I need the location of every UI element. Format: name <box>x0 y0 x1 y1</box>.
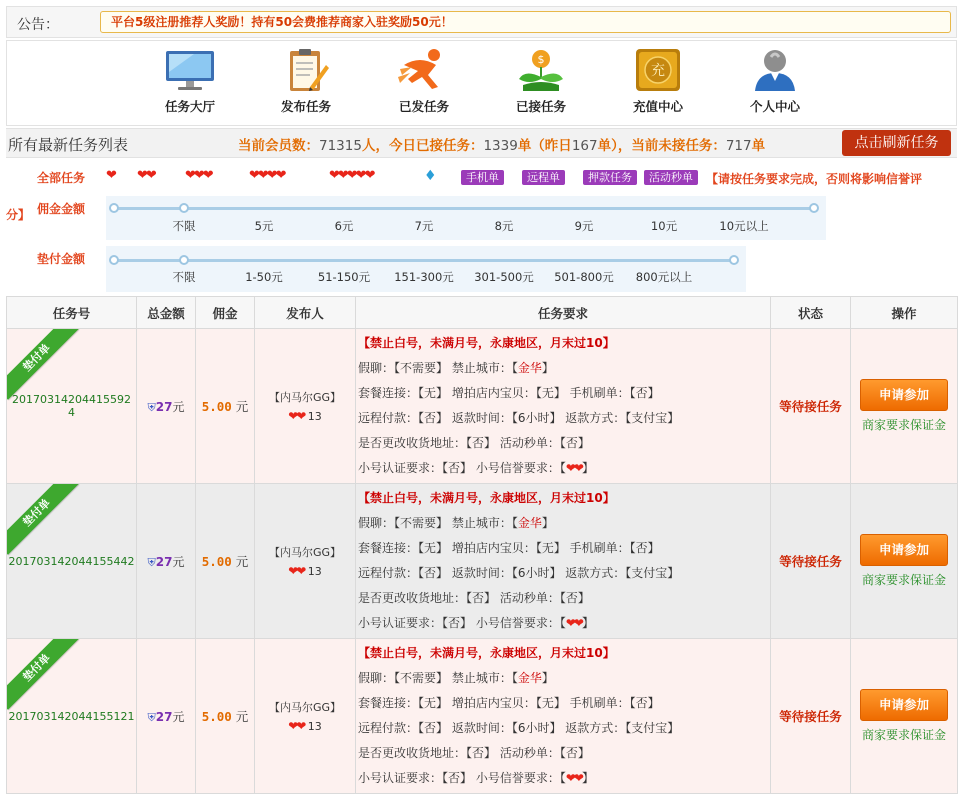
accepted-count: 1339 <box>483 138 518 154</box>
monitor-icon <box>164 47 216 93</box>
col-commission: 佣金 <box>196 297 255 329</box>
commission-cell: 5.00 元 <box>196 329 255 484</box>
advance-slider-knob[interactable] <box>179 255 189 265</box>
req-line: 套餐连接：【无】 增拍店内宝贝：【无】 手机刷单：【否】 <box>358 696 660 710</box>
nav-label: 充值中心 <box>632 99 683 114</box>
status-text: 等待接任务 <box>779 399 842 414</box>
task-type-filter <box>6 168 957 190</box>
heart-rating-icon: ❤❤ <box>288 719 305 733</box>
task-number[interactable]: 201703142044155121 <box>8 709 135 723</box>
action-cell <box>851 484 958 639</box>
stats-bar <box>6 128 957 158</box>
heart-rating-icon: ❤❤ <box>288 409 305 423</box>
req-line: 远程付款：【否】 返款时间：【6小时】 返款方式：【支付宝】 <box>358 411 680 425</box>
deposit-task-filter[interactable]: 押款任务 <box>583 170 637 185</box>
main-nav <box>6 40 957 126</box>
commission-tick[interactable]: 6元 <box>334 219 354 233</box>
flash-task-filter[interactable]: 活动秒单 <box>644 170 698 185</box>
advance-slider-max-knob[interactable] <box>729 255 739 265</box>
advance-tick[interactable]: 1-50元 <box>245 270 283 284</box>
req-line: 小号认证要求：【否】 小号信誉要求：【❤❤】 <box>358 616 594 630</box>
money-plant-icon <box>515 47 567 93</box>
req-line: 假聊：【不需要】 禁止城市：【金华】 <box>358 361 554 375</box>
req-line: 套餐连接：【无】 增拍店内宝贝：【无】 手机刷单：【否】 <box>358 386 660 400</box>
rating-warning-cont: 分】 <box>6 208 31 222</box>
publisher-cell <box>255 484 356 639</box>
mobile-task-filter[interactable]: 手机单 <box>461 170 504 185</box>
apply-button[interactable]: 申请参加 <box>860 379 948 411</box>
advance-filter <box>6 246 957 294</box>
heart-rating-icon: ❤❤ <box>565 616 582 630</box>
nav-user-center[interactable] <box>727 47 823 115</box>
commission-filter <box>6 194 957 244</box>
commission-tick[interactable]: 7元 <box>414 219 434 233</box>
nav-label: 已发任务 <box>398 99 449 114</box>
col-publisher: 发布人 <box>255 297 356 329</box>
heart-level-5-filter[interactable]: ❤❤❤❤❤ <box>329 168 374 183</box>
total-amount-cell: ⛨27元 <box>137 329 196 484</box>
commission-tick[interactable]: 9元 <box>574 219 594 233</box>
nav-label: 已接任务 <box>515 99 566 114</box>
commission-cell: 5.00 元 <box>196 639 255 794</box>
heart-rating-icon: ❤❤ <box>565 771 582 785</box>
commission-label: 佣金金额 <box>37 202 86 216</box>
announcement-text[interactable]: 平台5级注册推荐人奖励！持有50会费推荐商家入驻奖励50元！ <box>100 11 951 33</box>
refresh-tasks-button[interactable]: 点击刷新任务 <box>842 130 951 156</box>
advance-order-ribbon: 垫付单 <box>7 329 79 400</box>
req-line: 是否更改收货地址：【否】 活动秒单：【否】 <box>358 591 590 605</box>
advance-tick[interactable]: 800元以上 <box>635 270 693 284</box>
commission-amount: 5.00 <box>201 709 232 724</box>
publisher-name[interactable]: 【内马尔GG】 <box>268 546 342 559</box>
total-amount-cell: ⛨27元 <box>137 484 196 639</box>
req-headline: 【禁止白号，未满月号，永康地区，月末过10】 <box>358 491 615 505</box>
status-text: 等待接任务 <box>779 709 842 724</box>
commission-tick[interactable]: 8元 <box>494 219 514 233</box>
commission-slider-knob[interactable] <box>179 203 189 213</box>
status-cell <box>771 639 851 794</box>
col-total: 总金额 <box>137 297 196 329</box>
task-no-cell <box>7 639 137 794</box>
table-row <box>7 329 958 484</box>
publisher-score: 13 <box>307 565 322 578</box>
action-cell <box>851 329 958 484</box>
advance-tick[interactable]: 不限 <box>172 270 196 284</box>
status-text: 等待接任务 <box>779 554 842 569</box>
publisher-cell <box>255 639 356 794</box>
req-line: 假聊：【不需要】 禁止城市：【金华】 <box>358 671 554 685</box>
req-line: 是否更改收货地址：【否】 活动秒单：【否】 <box>358 746 590 760</box>
heart-level-4-filter[interactable]: ❤❤❤❤ <box>249 168 285 183</box>
deposit-requirement-link[interactable]: 商家要求保证金 <box>861 728 946 742</box>
nav-task-hall[interactable] <box>142 47 238 115</box>
svg-text:充: 充 <box>651 63 665 79</box>
remote-task-filter[interactable]: 远程单 <box>522 170 565 185</box>
pending-count: 717 <box>725 138 752 154</box>
task-number[interactable]: 20170314204415592 4 <box>12 393 131 419</box>
rating-warning: 【请按任务要求完成，否则将影响信誉评 <box>706 172 923 186</box>
runner-icon <box>398 47 450 93</box>
requirements-cell <box>356 639 771 794</box>
publisher-name[interactable]: 【内马尔GG】 <box>268 391 342 404</box>
apply-button[interactable]: 申请参加 <box>860 689 948 721</box>
publisher-score: 13 <box>307 720 322 733</box>
commission-amount: 5.00 <box>201 399 232 414</box>
advance-order-ribbon: 垫付单 <box>7 484 79 555</box>
req-line: 假聊：【不需要】 禁止城市：【金华】 <box>358 516 554 530</box>
nav-label: 个人中心 <box>749 99 800 114</box>
col-action: 操作 <box>851 297 958 329</box>
action-cell <box>851 639 958 794</box>
member-count: 71315 <box>319 138 362 154</box>
announcement-label: 公告： <box>17 17 59 33</box>
nav-label: 发布任务 <box>280 99 331 114</box>
apply-button[interactable]: 申请参加 <box>860 534 948 566</box>
requirements-cell <box>356 329 771 484</box>
diamond-level-filter[interactable]: ♦ <box>424 168 437 184</box>
commission-tick[interactable]: 不限 <box>172 219 196 233</box>
commission-amount: 5.00 <box>201 554 232 569</box>
total-amount: 27 <box>155 399 173 414</box>
status-cell <box>771 329 851 484</box>
total-amount: 27 <box>155 554 173 569</box>
advance-tick[interactable]: 51-150元 <box>317 270 371 284</box>
nav-label: 任务大厅 <box>164 99 215 114</box>
table-row <box>7 484 958 639</box>
task-no-cell <box>7 484 137 639</box>
status-cell <box>771 484 851 639</box>
requirements-cell <box>356 484 771 639</box>
svg-text:$: $ <box>537 53 545 66</box>
req-line: 远程付款：【否】 返款时间：【6小时】 返款方式：【支付宝】 <box>358 721 680 735</box>
deposit-requirement-link[interactable]: 商家要求保证金 <box>861 418 946 432</box>
member-stats: 当前会员数：71315人，今日已接任务：1339单（昨日167单），当前未接任务：717单 <box>238 138 766 154</box>
req-line: 小号认证要求：【否】 小号信誉要求：【❤❤】 <box>358 771 594 785</box>
publisher-name[interactable]: 【内马尔GG】 <box>268 701 342 714</box>
nav-publish-task[interactable] <box>258 47 354 115</box>
task-table <box>6 296 958 794</box>
nav-accepted-tasks[interactable] <box>493 47 589 115</box>
col-status: 状态 <box>771 297 851 329</box>
req-line: 是否更改收货地址：【否】 活动秒单：【否】 <box>358 436 590 450</box>
heart-level-3-filter[interactable]: ❤❤❤ <box>185 168 212 183</box>
total-amount: 27 <box>155 709 173 724</box>
shield-icon: ⛨ <box>147 555 156 569</box>
all-tasks-link[interactable]: 全部任务 <box>37 171 86 185</box>
advance-label: 垫付金额 <box>37 252 86 266</box>
req-headline: 【禁止白号，未满月号，永康地区，月末过10】 <box>358 646 615 660</box>
advance-slider-min-knob[interactable] <box>109 255 119 265</box>
advance-slider-track[interactable] <box>114 259 734 262</box>
heart-level-2-filter[interactable]: ❤❤ <box>137 168 155 183</box>
req-line: 小号认证要求：【否】 小号信誉要求：【❤❤】 <box>358 461 594 475</box>
commission-slider-track[interactable] <box>114 207 814 210</box>
nav-published-tasks[interactable] <box>376 47 472 115</box>
total-amount-cell: ⛨27元 <box>137 639 196 794</box>
table-row <box>7 639 958 794</box>
heart-rating-icon: ❤❤ <box>288 564 305 578</box>
announcement-bar <box>6 6 957 38</box>
req-line: 远程付款：【否】 返款时间：【6小时】 返款方式：【支付宝】 <box>358 566 680 580</box>
advance-tick[interactable]: 301-500元 <box>474 270 534 284</box>
commission-slider-min-knob[interactable] <box>109 203 119 213</box>
shield-icon: ⛨ <box>147 400 156 414</box>
task-no-cell <box>7 329 137 484</box>
nav-recharge-center[interactable] <box>610 47 706 115</box>
heart-level-1-filter[interactable]: ❤ <box>106 168 115 183</box>
req-headline: 【禁止白号，未满月号，永康地区，月末过10】 <box>358 336 615 350</box>
task-list-title: 所有最新任务列表 <box>8 136 129 154</box>
heart-rating-icon: ❤❤ <box>565 461 582 475</box>
table-header <box>7 297 958 329</box>
deposit-requirement-link[interactable]: 商家要求保证金 <box>861 573 946 587</box>
commission-tick[interactable]: 5元 <box>254 219 274 233</box>
col-requirements: 任务要求 <box>356 297 771 329</box>
user-avatar-icon <box>749 47 801 93</box>
advance-order-ribbon: 垫付单 <box>7 639 79 710</box>
yesterday-count: 167 <box>571 138 598 154</box>
shield-icon: ⛨ <box>147 710 156 724</box>
clipboard-pencil-icon <box>280 47 332 93</box>
req-line: 套餐连接：【无】 增拍店内宝贝：【无】 手机刷单：【否】 <box>358 541 660 555</box>
recharge-coin-icon <box>632 47 684 93</box>
col-task-no: 任务号 <box>7 297 137 329</box>
advance-tick[interactable]: 501-800元 <box>554 270 614 284</box>
advance-tick[interactable]: 151-300元 <box>394 270 454 284</box>
publisher-cell <box>255 329 356 484</box>
commission-slider-bg <box>106 196 826 240</box>
commission-slider-max-knob[interactable] <box>809 203 819 213</box>
commission-tick[interactable]: 10元以上 <box>719 219 769 233</box>
commission-cell: 5.00 元 <box>196 484 255 639</box>
publisher-score: 13 <box>307 410 322 423</box>
commission-tick[interactable]: 10元 <box>650 219 678 233</box>
task-number[interactable]: 201703142044155442 <box>8 554 135 568</box>
